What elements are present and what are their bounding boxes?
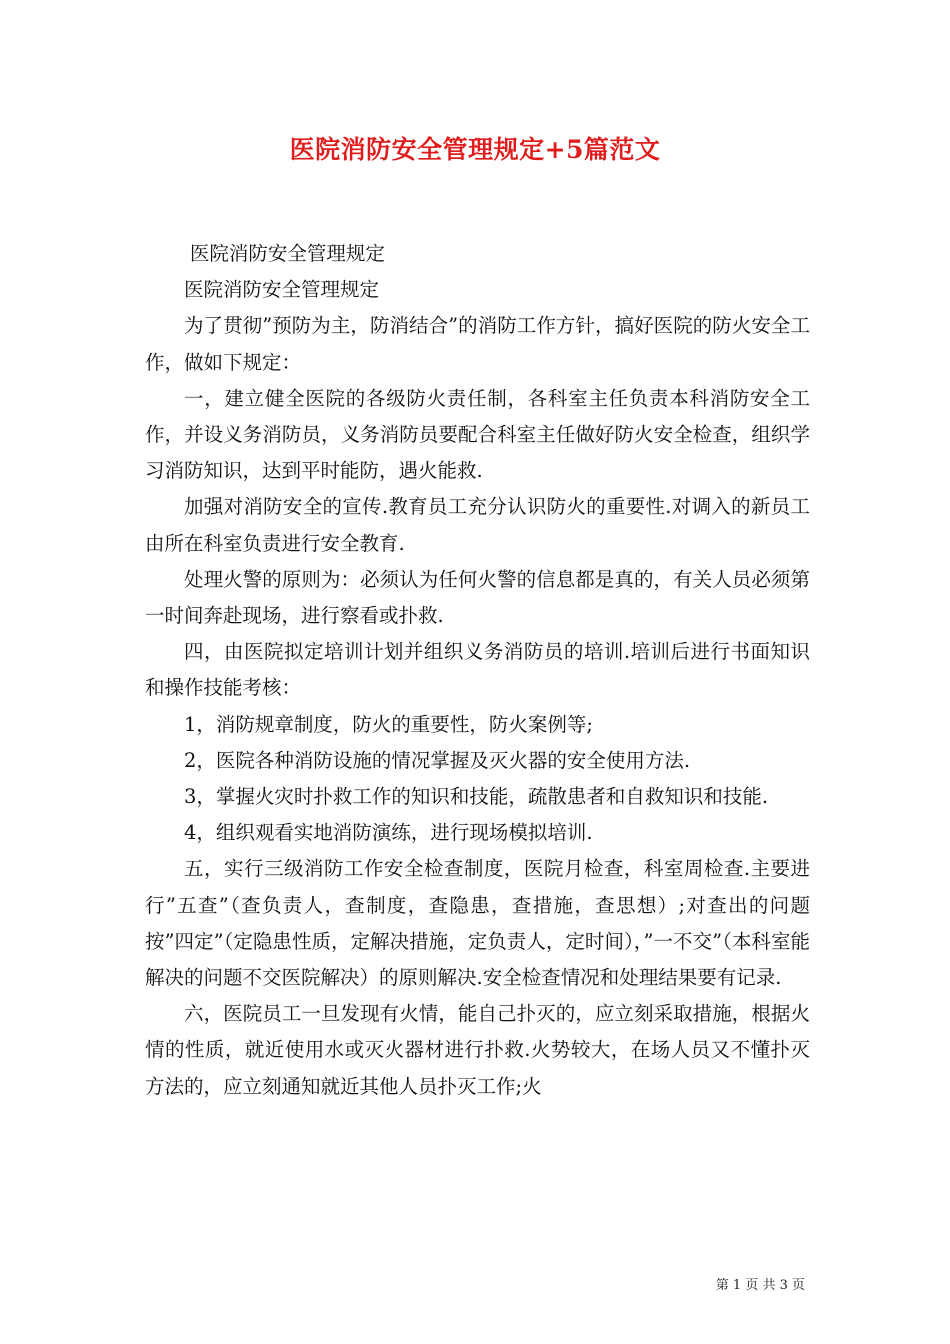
paragraph-item-5: 五，实行三级消防工作安全检查制度，医院月检查，科室周检查.主要进行”五查”（查负责人，查制度，查隐患，查措施，查思想）;对查出的问题按”四定”（定隐患性质，定解决措施，定负责人，定时间），”一不交”（本科室能解决的问题不交医院解决）的原则解决.安全检查情况和处理结果要有记录.: [145, 857, 810, 990]
list-item-training-3: 3，掌握火灾时扑救工作的知识和技能，疏散患者和自救知识和技能.: [184, 785, 769, 809]
paragraph-item-6: 六，医院员工一旦发现有火情，能自己扑灭的，应立刻采取措施，根据火情的性质，就近使用水或灭火器材进行扑救.火势较大，在场人员又不懂扑灭方法的，应立刻通知就近其他人员扑灭工作;火: [145, 1002, 810, 1098]
paragraph-item-4: 四，由医院拟定培训计划并组织义务消防员的培训.培训后进行书面知识和操作技能考核：: [145, 640, 810, 700]
page-footer: 第 1 页 共 3 页: [715, 1278, 805, 1293]
list-item-training-4: 4，组织观看实地消防演练，进行现场模拟培训.: [184, 821, 593, 845]
paragraph-item-1: 一，建立健全医院的各级防火责任制，各科室主任负责本科消防安全工作，并设义务消防员，义务消防员要配合科室主任做好防火安全检查，组织学习消防知识，达到平时能防，遇火能救.: [145, 386, 810, 483]
section-heading: 医院消防安全管理规定: [189, 242, 385, 265]
paragraph-publicity: 加强对消防安全的宣传.教育员工充分认识防火的重要性.对调入的新员工由所在科室负责进行安全教育.: [145, 495, 810, 555]
list-item-training-1: 1，消防规章制度，防火的重要性，防火案例等;: [184, 712, 593, 736]
list-item-training-2: 2，医院各种消防设施的情况掌握及灭火器的安全使用方法.: [184, 748, 691, 772]
document-title: 医院消防安全管理规定+5篇范文: [289, 135, 661, 164]
document-body: [145, 236, 810, 1105]
paragraph-intro: 为了贯彻”预防为主，防消结合”的消防工作方针，搞好医院的防火安全工作，做如下规定：: [145, 314, 810, 374]
paragraph-fire-alarm: 处理火警的原则为：必须认为任何火警的信息都是真的，有关人员必须第一时间奔赴现场，进行察看或扑救.: [145, 567, 810, 628]
subheading: 医院消防安全管理规定: [184, 278, 380, 302]
